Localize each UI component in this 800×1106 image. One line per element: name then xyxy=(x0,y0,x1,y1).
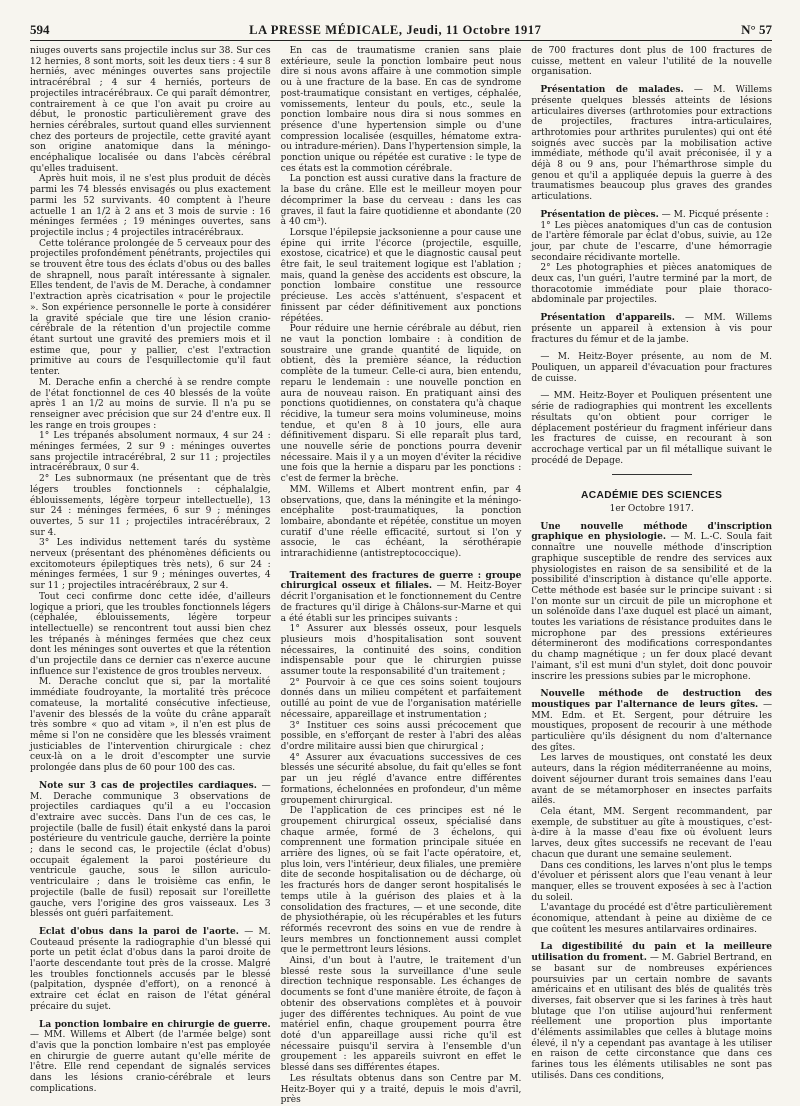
list-item: 3° Instituer ces soins aussi précocement que possible, en s'efforçant de rester à l'abri des aléas d'ordre militaire aussi bien que chirurgical ; xyxy=(280,720,522,752)
paragraph: niuges ouverts sans projectile inclus sur 38. Sur ces 12 hernies, 8 sont morts, soit les deux tiers : 4 sur 8 herniés, avec méninges ouvertes sans projectile intracérébral ; 4 sur 4 herniés, porteurs de projectiles intracérébraux. Ce qui paraît démontrer, contrairement à ce que l'on avait pu croire au début, le pronostic particulièrement grave des hernies cérébrales, surtout quand elles surviennent chez des porteurs de projectile, cette gravité ayant son origine anatomique dans la méningo-encéphalique localisée ou dans l'abcès cérébral qu'elles traduisent. xyxy=(30,46,271,174)
section-heading: La ponction lombaire en chirurgie de guerre. xyxy=(39,1019,271,1030)
paragraph: — M. Gabriel Bertrand, en se basant sur de nombreuses expériences poursuivies par un certain nombre de savants américains et en utilisant des blés de qualités très diverses, fait observer que si les farines à très haut blutage que l'on utilise aujourd'hui renferment réellement une proportion plus importante d'éléments assimilables que celles à blutage moins élevé, il n'y a cependant pas avantage à les utiliser en raison de cette circonstance que dans ces farines tous les éléments utilisables ne sont pas utilisés. Dans ces conditions, xyxy=(531,953,773,1081)
paragraph: — M. Heitz-Boyer décrit l'organisation et le fonctionnement du Centre de fractures qu'il dirige à Châlons-sur-Marne et qui a été établi sur les principes suivants : xyxy=(280,581,522,624)
list-item: 2° Pourvoir à ce que ces soins soient toujours donnés dans un milieu compétent et parfaitement outillé au point de vue de l'organisation matérielle nécessaire, appareillage et instrumentation ; xyxy=(280,677,522,720)
paragraph: de 700 fractures dont plus de 100 fractures de cuisse, mettent en valeur l'utilité de la nouvelle organisation. xyxy=(531,46,773,78)
paragraph: — M. Heitz-Boyer présente, au nom de M. Pouliquen, un appareil d'évacuation pour fractures de cuisse. xyxy=(531,352,773,384)
paragraph: Les résultats obtenus dans son Centre par M. Heitz-Boyer qui y a traité, depuis le mois d'avril, près xyxy=(280,1073,522,1106)
page-header xyxy=(30,22,772,38)
section-heading: Note sur 3 cas de projectiles cardiaques. xyxy=(39,780,257,791)
paragraph: — MM. Willems présente un appareil à extension à vis pour fractures du fémur et de la jambe. xyxy=(531,313,773,345)
paragraph: — M. Couteaud présente la radiographie d'un blessé qui porte un petit éclat d'obus dans la paroi droite de l'aorte descendante tout près de la crosse. Malgré les troubles fonctionnels accusés par le blessé (palpitation, dyspnée d'effort), on a renoncé à extraire cet éclat en raison de l'état général précaire du sujet. xyxy=(30,926,271,1012)
paragraph: MM. Willems et Albert montrent enfin, par 4 observations, que, dans la méningite et la méningo-encéphalite post-traumatiques, la ponction lombaire, abondante et répétée, constitue un moyen curatif d'une réelle efficacité, surtout si l'on y associe, le cas échéant, la sérothérapie intrarachidienne (antistreptococcique). xyxy=(280,484,522,560)
paragraph: — M. Derache communique 3 observations de projectiles cardiaques qu'il a eu l'occasion d'extraire avec succès. Dans l'un de ces cas, le projectile (balle de fusil) était enkysté dans la paroi postérieure du ventricule gauche, derrière la pointe ; dans le second cas, le projectile (éclat d'obus) occupait également la paroi postérieure du ventricule gauche, sous le sillon auriculo-ventriculaire ; dans le troisième cas enfin, le projectile (balle de fusil) reposait sur l'oreillette gauche, vers l'origine des gros vaisseaux. Les 3 blessés ont guéri parfaitement. xyxy=(30,780,271,920)
paragraph: — MM. Edm. et Et. Sergent, pour détruire les moustiques, proposent de recourir à une méthode particulière qu'ils désignent du nom d'alternance des gîtes. xyxy=(531,699,773,753)
section-heading: Traitement des fractures de guerre : groupe chirurgical osseux et filiales. xyxy=(280,570,522,592)
page-number: 594 xyxy=(30,22,50,37)
paragraph: Dans ces conditions, les larves n'ont plus le temps d'évoluer et périssent alors que l'eau venant à leur manquer, elles se trouvent exposées à sec à l'action du soleil. xyxy=(531,860,773,903)
paragraph: M. Derache conclut que si, par la mortalité immédiate foudroyante, la mortalité très précoce comateuse, la mortalité consécutive infectieuse, l'avenir des blessés de la voûte du crâne apparaît très sombre « quo ad vitam », il n'en est plus de même si l'on ne considère que les blessés vraiment justiciables de l'intervention chirurgicale : chez ceux-là on a le droit d'escompter une survie prolongée dans plus de 60 pour 100 des cas. xyxy=(30,677,271,774)
section-heading: La digestibilité du pain et la meilleure utilisation du froment. xyxy=(531,942,773,964)
column-1 xyxy=(30,46,271,1094)
paragraph: La ponction est aussi curative dans la fracture de la base du crâne. Elle est le meilleur moyen pour décomprimer la base du cerveau : dans les cas graves, il faut la faire quotidienne et abondante (20 à 40 cm³). xyxy=(280,174,522,228)
list-item: 2° Les photographies et pièces anatomiques de deux cas, l'un guéri, l'autre terminé par la mort, de thoracotomie immédiate pour plaie thoraco-abdominale par projectiles. xyxy=(531,263,773,306)
issue-number: N° 57 xyxy=(741,22,772,37)
paragraph: L'avantage du procédé est d'être particulièrement économique, attendant à peine au dixième de ce que coûtent les mesures antilarvaires ordinaires. xyxy=(531,903,773,935)
header-rule xyxy=(30,40,772,41)
column-2 xyxy=(280,46,522,1106)
article-columns xyxy=(30,46,773,1106)
paragraph: Les larves de moustiques, ont constaté les deux auteurs, dans la région méditerranéenne au moins, doivent séjourner durant trois semaines dans l'eau avant de se métamorphoser en insectes parfaits ailés. xyxy=(531,753,773,807)
section-heading: Présentation d'appareils. xyxy=(540,313,675,324)
paragraph: — M. Willems présente quelques blessés atteints de lésions articulaires diverses (arthrotomies pour extractions de projectiles, fractures intra-articulaires, arthrotomies pour arthrites purulentes) qui ont été soignés avec succès par la mobilisation active immédiate, méthode qu'il avait préconisée, il y a déjà 8 ou 9 ans, pour l'hémarthrose simple du genou et qu'il a appliquée depuis la guerre à des traumatismes beaucoup plus graves des grandes articulations. xyxy=(531,85,773,203)
paragraph: En cas de traumatisme cranien sans plaie extérieure, seule la ponction lombaire peut nous dire si nous avons affaire à une commotion simple ou à une fracture de la base. En cas de syndrome post-traumatique consistant en vertiges, céphalée, vomissements, lenteur du pouls, etc., seule la ponction lombaire nous dira si nous sommes en présence d'une hypertension simple ou d'une compression localisée (esquilles, hématome extra- ou intradure-mérien). Dans l'hypertension simple, la ponction unique ou répétée est curative : le type de ces états est la commotion cérébrale. xyxy=(280,46,522,174)
list-item: 1° Les pièces anatomiques d'un cas de contusion de l'artère fémorale par éclat d'obus, suivie, au 12e jour, par chute de l'escarre, d'une hémorragie secondaire récidivante mortelle. xyxy=(531,220,773,263)
paragraph: Après huit mois, il ne s'est plus produit de décès parmi les 74 blessés envisagés ou plus exactement parmi les 52 survivants. 40 comptent à l'heure actuelle 1 an 1/2 à 2 ans et 3 mois de survie : 16 méninges fermées ; 19 méninges ouvertes, sans projectile inclus ; 4 projectiles intracérébraux. xyxy=(30,174,271,238)
list-item: 3° Les individus nettement tarés du système nerveux (présentant des phénomènes déficients ou excitomoteurs épileptiques très nets), 6 sur 24 : méninges fermées, 1 sur 9 ; méninges ouvertes, 4 sur 11 ; projectiles intracérébraux, 2 sur 4. xyxy=(30,538,271,592)
paragraph: Cette tolérance prolongée de 5 cerveaux pour des projectiles profondément pénétrants, projectiles qui se trouvent être tous des éclats d'obus ou des balles de shrapnell, nous paraît intéressante à signaler. Elles tendent, de l'avis de M. Derache, à condamner l'extraction après cicatrisation « pour le projectile ». Son expérience personnelle le porte à considérer la gravité spéciale que tire une lésion cranio-cérébrale de la rétention d'un projectile comme étant surtout une gravité des premiers mois et il estime que, pour y pallier, c'est l'extraction primitive au cours de l'esquillectomie qu'il faut tenter. xyxy=(30,238,271,378)
section-heading: Présentation de malades. xyxy=(540,85,684,96)
section-heading: Nouvelle méthode de destruction des moustiques par l'alternance de leurs gîtes. xyxy=(531,689,773,710)
paragraph: — MM. Willems et Albert (de l'armée belge) sont d'avis que la ponction lombaire n'est pas employée en chirurgie de guerre autant qu'elle mérite de l'être. Elle rend cependant de signalés services dans les lésions cranio-cérébrale et leurs complications. xyxy=(30,1030,271,1094)
section-heading: Présentation de pièces. xyxy=(540,209,659,220)
paragraph: Pour réduire une hernie cérébrale au début, rien ne vaut la ponction lombaire : à condition de soustraire une grande quantité de liquide, on obtient, dès la première séance, la réduction complète de la tumeur. Celle-ci aura, bien entendu, reparu le lendemain : une nouvelle ponction en aura de nouveau raison. En pratiquant ainsi des ponctions quotidiennes, on constatera qu'à chaque récidive, la tumeur sera moins volumineuse, moins tendue, et qu'en 8 à 10 jours, elle aura définitivement disparu. Si elle reparaît plus tard, une nouvelle série de ponctions pourra devenir nécessaire. Mais il y a un moyen d'éviter la récidive une fois que la hernie a disparu par les ponctions : c'est de fermer la brèche. xyxy=(280,324,522,485)
paragraph: — M. L.-C. Soula fait connaître une nouvelle méthode d'inscription graphique susceptible de rendre des services aux physiologistes en raison de sa sensibilité et de la possibilité d'inscription à distance qu'elle apporte. Cette méthode est basée sur le principe suivant : si l'on monte sur un circuit de pile un microphone et un solénoïde dans l'axe duquel est placé un aimant, toutes les variations de résistance produites dans le microphone par des pressions extérieures détermineront des modifications correspondantes du champ magnétique ; un fer doux placé devant l'aimant, s'il est muni d'un stylet, doit donc pouvoir inscrire les pressions subies par le microphone. xyxy=(531,532,773,682)
paragraph: Lorsque l'épilepsie jacksonienne a pour cause une épine qui irrite l'écorce (projectile, esquille, exostose, cicatrice) et que le diagnostic causal peut être fait, le seul traitement logique est l'ablation ; mais, quand la genèse des accidents est obscure, la ponction lombaire constitue une ressource précieuse. Les accès s'atténuent, s'espacent et finissent par céder définitivement aux ponctions répétées. xyxy=(280,227,522,324)
paragraph: Tout ceci confirme donc cette idée, d'ailleurs logique a priori, que les troubles fonctionnels légers (céphalée, éblouissements, légère torpeur intellectuelle) se rencontrent tout aussi bien chez les trépanés à méninges fermées que chez ceux dont les méninges sont ouvertes et que la rétention d'un projectile dans ce dernier cas n'exerce aucune influence sur l'existence de gros troubles nerveux. xyxy=(30,591,271,677)
paragraph: Cela étant, MM. Sergent recommandent, par exemple, de substituer au gîte à moustiques, c'est-à-dire à la masse d'eau fixe où évoluent leurs larves, deux gîtes successifs ne recevant de l'eau chacun que durant une semaine seulement. xyxy=(531,807,773,860)
journal-title: LA PRESSE MÉDICALE, Jeudi, 11 Octobre 1917 xyxy=(249,23,542,37)
section-heading: Une nouvelle méthode d'inscription graphique en physiologie. xyxy=(531,521,773,543)
paragraph: — MM. Heitz-Boyer et Pouliquen présentent une série de radiographies qui montrent les excellents résultats qu'on obtient pour corriger le déplacement postérieur du fragment inférieur dans les fractures de cuisse, en recourant à son accrochage vertical par un fil métallique suivant le procédé de Depage. xyxy=(531,391,773,466)
section-heading: Eclat d'obus dans la paroi de l'aorte. xyxy=(39,926,239,937)
section-date: 1er Octobre 1917. xyxy=(609,504,694,515)
paragraph: Ainsi, d'un bout à l'autre, le traitement d'un blessé reste sous la surveillance d'une seule direction technique responsable. Les échanges de documents se font d'une manière étroite, de façon à obtenir des observations complètes et à pouvoir juger des différentes techniques. Au point de vue matériel enfin, chaque groupement pourra être doté d'un appareillage aussi riche qu'il est nécessaire puisqu'il servira à l'ensemble d'un groupement : les appareils suivront en effet le blessé dans ses différentes étapes. xyxy=(280,956,522,1074)
paragraph: — M. Picqué présente : xyxy=(661,209,769,220)
list-item: 2° Les subnormaux (ne présentant que de très légers troubles fonctionnels : céphalalgie, éblouissements, légère torpeur intellectuelle), 13 sur 24 : méninges fermées, 6 sur 9 ; méninges ouvertes, 5 sur 11 ; projectiles intracérébraux, 2 sur 4. xyxy=(30,474,271,538)
paragraph: M. Derache enfin a cherché à se rendre compte de l'état fonctionnel de ces 40 blessés de la voûte après 1 an 1/2 au moins de survie. Il n'a pu se renseigner avec précision que sur 24 d'entre eux. Il les range en trois groupes : xyxy=(30,377,271,431)
list-item: 1° Les trépanés absolument normaux, 4 sur 24 : méninges fermées, 2 sur 9 : méninges ouvertes sans projectile intracérébral, 2 sur 11 ; projectiles intracérébraux, 0 sur 4. xyxy=(30,431,271,474)
section-divider xyxy=(612,474,692,475)
list-item: 4° Assurer aux évacuations successives de ces blessés une sécurité absolue, du fait qu'elles se font par un jeu réglé d'avance entre différentes formations, échelonnées en profondeur, d'un même groupement chirurgical. xyxy=(280,752,522,806)
paragraph: De l'application de ces principes est né le groupement chirurgical osseux, spécialisé dans chaque armée, formé de 3 échelons, qui comprennent une formation principale située en arrière des lignes, où se fait l'acte opératoire, et, plus loin, vers l'intérieur, deux filiales, une première dite de seconde hospitalisation ou de décharge, où les fracturés hors de danger seront hospitalisés le temps utile à la guérison des plaies et à la consolidation des fractures, — et une seconde, dite de physiothérapie, où les récupérables et les futurs réformés recevront des soins en vue de rendre à leurs membres un fonctionnement aussi complet que le permettront leurs lésions. xyxy=(280,806,522,956)
column-3 xyxy=(531,46,773,1081)
section-title: ACADÉMIE DES SCIENCES xyxy=(580,490,723,502)
list-item: 1° Assurer aux blessés osseux, pour lesquels plusieurs mois d'hospitalisation sont souvent nécessaires, la continuité des soins, condition indispensable pour que le chirurgien puisse assumer toute la responsabilité d'un traitement ; xyxy=(280,624,522,678)
